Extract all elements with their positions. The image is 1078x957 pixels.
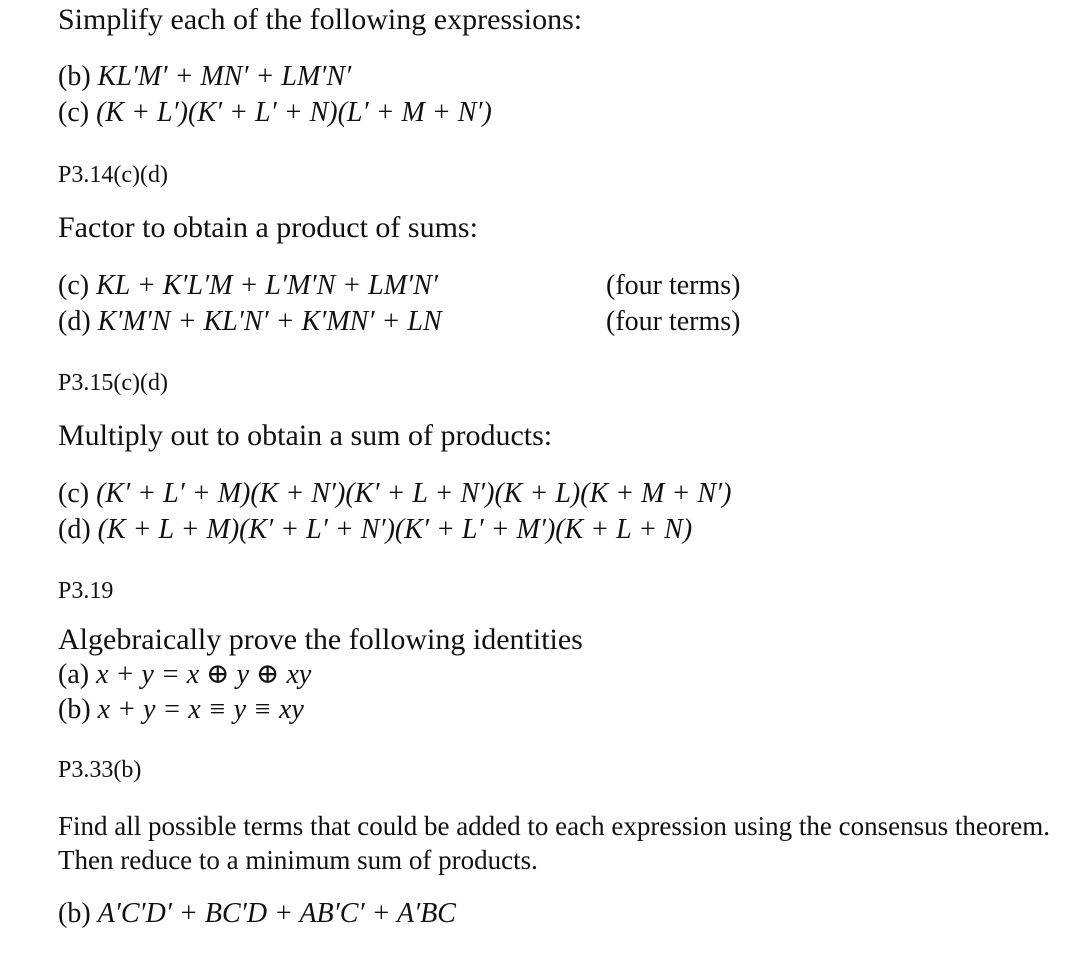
item-tag: (b) [58,694,91,725]
item-expr: x + y = x ≡ y ≡ xy [97,694,304,725]
item-tag: (b) [58,61,91,92]
item-expr: (K′ + L′ + M)(K + N′)(K′ + L + N′)(K + L)(K + M + N′) [96,478,732,509]
heading-multiply: Multiply out to obtain a sum of products: [58,419,553,452]
expression-b [58,696,304,724]
paragraph-consensus: Find all possible terms that could be added to each expression using the consensus theorem. Then reduce to a minimum sum of products. [58,811,1051,875]
expression-c [58,480,732,508]
problem-label-3-19: P3.19 [58,578,114,604]
item-expr: KL′M′ + MN′ + LM′N′ [97,61,352,92]
item-tag: (c) [58,270,90,301]
item-tag: (c) [58,478,90,509]
item-tag: (d) [58,514,91,545]
problem-label-3-33: P3.33(b) [58,757,142,783]
heading-prove: Algebraically prove the following identities [58,623,583,656]
item-expr: KL + K′L′M + L′M′N + LM′N′ [96,270,438,301]
expression-c [58,272,438,300]
item-expr: (K + L + M)(K′ + L′ + N′)(K′ + L′ + M′)(K + L + N) [97,514,693,545]
expression-d [58,516,692,544]
expression-a [58,661,311,689]
expression-c [58,99,492,127]
note-four-terms: (four terms) [606,270,741,301]
item-expr: (K + L′)(K′ + L′ + N)(L′ + M + N′) [96,97,492,128]
problem-label-3-15: P3.15(c)(d) [58,370,168,396]
item-expr: A′C′D′ + BC′D + AB′C′ + A′BC [97,898,456,929]
note-four-terms: (four terms) [606,306,741,337]
item-expr: K′M′N + KL′N′ + K′MN′ + LN [97,306,442,337]
item-tag: (c) [58,97,90,128]
item-tag: (d) [58,306,91,337]
expression-d [58,308,442,336]
item-tag: (b) [58,898,91,929]
expression-b [58,900,456,928]
item-tag: (a) [58,659,90,690]
heading-simplify: Simplify each of the following expressions: [58,3,583,36]
expression-b [58,63,351,91]
problem-label-3-14: P3.14(c)(d) [58,162,168,188]
heading-factor: Factor to obtain a product of sums: [58,211,478,244]
item-expr: x + y = x ⊕ y ⊕ xy [96,659,312,690]
